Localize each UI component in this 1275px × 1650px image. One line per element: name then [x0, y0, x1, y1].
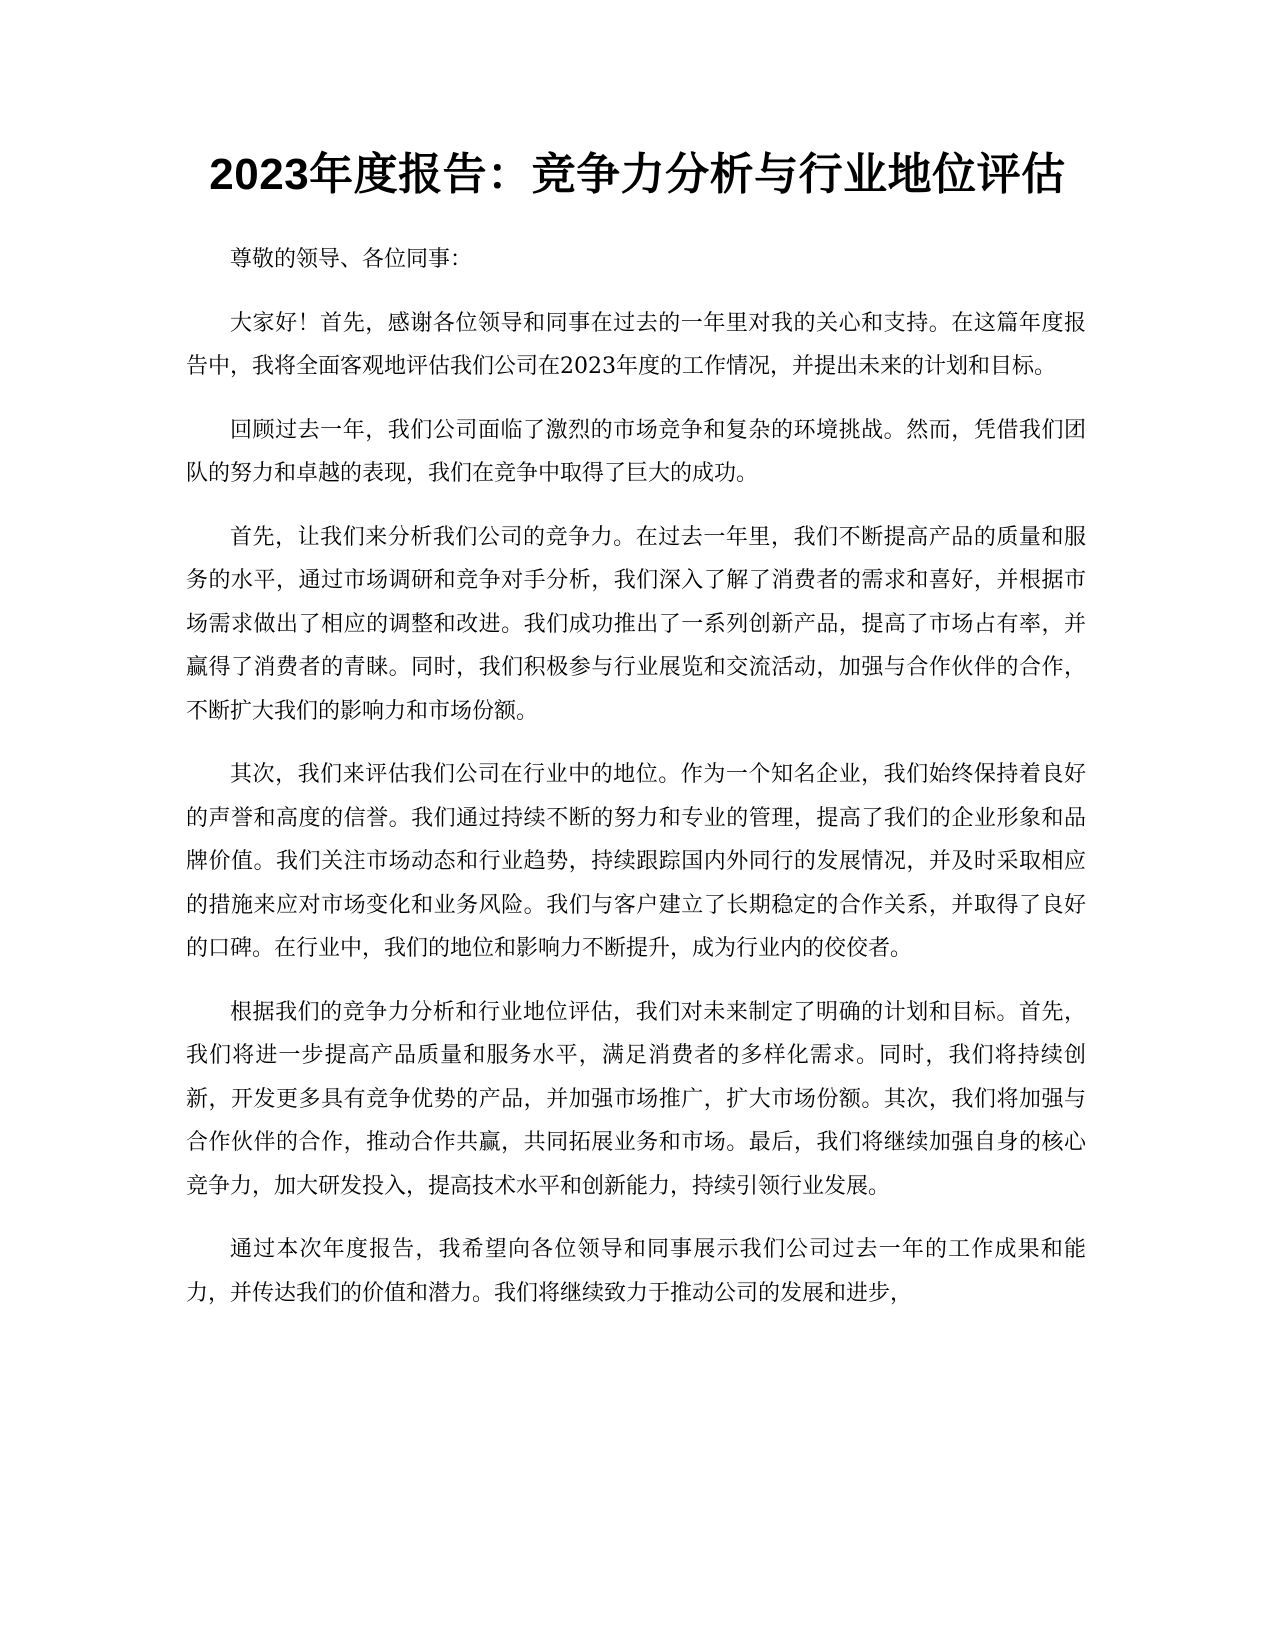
salutation-paragraph: 尊敬的领导、各位同事： [230, 247, 473, 272]
industry-position-paragraph: 其次，我们来评估我们公司在行业中的地位。作为一个知名企业，我们始终保持着良好的声誉和高度的信誉。我们通过持续不断的努力和专业的管理，提高了我们的企业形象和品牌价值。我们关注市场动态和行业趋势，持续跟踪国内外同行的发展情况，并及时采取相应的措施来应对市场变化和业务风险。我们与客户建立了长期稳定的合作关系，并取得了良好的口碑。在行业中，我们的地位和影响力不断提升，成为行业内的佼佼者。 [186, 762, 1086, 961]
intro-paragraph: 大家好！首先，感谢各位领导和同事在过去的一年里对我的关心和支持。在这篇年度报告中，我将全面客观地评估我们公司在2023年度的工作情况，并提出未来的计划和目标。 [186, 310, 1086, 379]
document-body [186, 238, 1086, 1335]
competitiveness-paragraph: 首先，让我们来分析我们公司的竞争力。在过去一年里，我们不断提高产品的质量和服务的水平，通过市场调研和竞争对手分析，我们深入了解了消费者的需求和喜好，并根据市场需求做出了相应的调整和改进。我们成功推出了一系列创新产品，提高了市场占有率，并赢得了消费者的青睐。同时，我们积极参与行业展览和交流活动，加强与合作伙伴的合作，不断扩大我们的影响力和市场份额。 [186, 524, 1086, 724]
closing-paragraph: 通过本次年度报告，我希望向各位领导和同事展示我们公司过去一年的工作成果和能力，并传达我们的价值和潜力。我们将继续致力于推动公司的发展和进步， [186, 1237, 1086, 1306]
review-paragraph: 回顾过去一年，我们公司面临了激烈的市场竞争和复杂的环境挑战。然而，凭借我们团队的努力和卓越的表现，我们在竞争中取得了巨大的成功。 [186, 417, 1086, 486]
future-plan-paragraph: 根据我们的竞争力分析和行业地位评估，我们对未来制定了明确的计划和目标。首先，我们将进一步提高产品质量和服务水平，满足消费者的多样化需求。同时，我们将持续创新，开发更多具有竞争优势的产品，并加强市场推广，扩大市场份额。其次，我们将加强与合作伙伴的合作，推动合作共赢，共同拓展业务和市场。最后，我们将继续加强自身的核心竞争力，加大研发投入，提高技术水平和创新能力，持续引领行业发展。 [186, 999, 1086, 1199]
document-title: 2023年度报告：竞争力分析与行业地位评估 [209, 150, 1066, 199]
